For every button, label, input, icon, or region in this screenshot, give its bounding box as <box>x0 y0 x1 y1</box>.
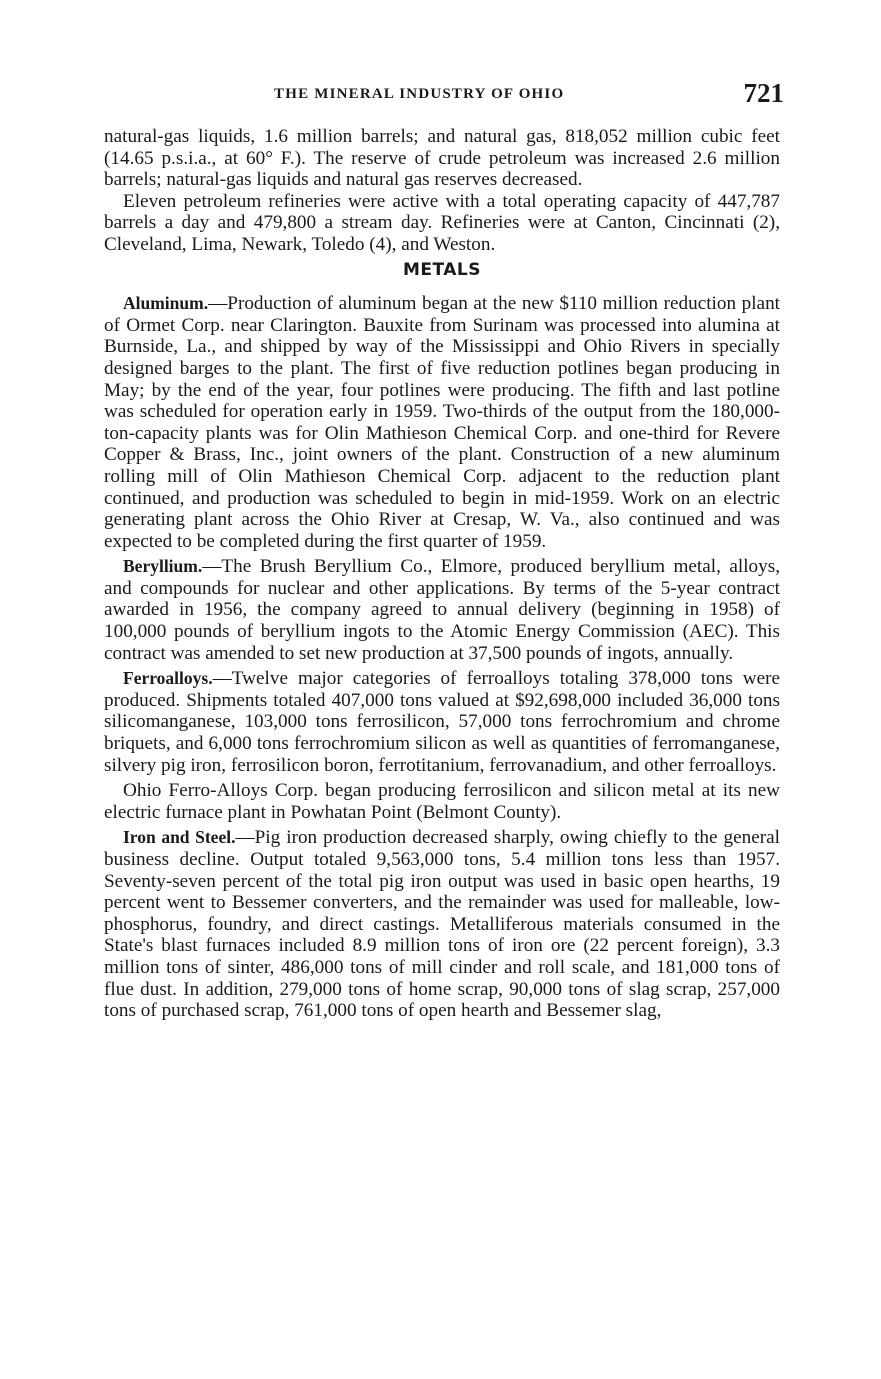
paragraph-aluminum <box>104 293 780 552</box>
paragraph-beryllium-text: —The Brush Beryllium Co., Elmore, produced beryllium metal, alloys, and compounds for nuclear and other applications. By terms of the 5-year contract awarded in 1956, the company agreed to annual delivery (beginning in 1958) of 100,000 pounds of beryllium ingots to the Atomic Energy Commission (AEC). This contract was amended to set new production at 37,500 pounds of ingots, annually. <box>104 556 780 664</box>
run-in-heading-ferroalloys: Ferroalloys. <box>123 668 213 689</box>
run-in-heading-aluminum: Aluminum. <box>123 293 209 314</box>
paragraph-ferroalloys-text: —Twelve major categories of ferroalloys totaling 378,000 tons were produced. Shipments totaled 407,000 tons valued at $92,698,000 included 36,000 tons silicomanganese, 103,000 tons ferrosilicon, 57,000 tons ferrochromium and chrome briquets, and 6,000 tons ferrochromium silicon as well as quantities of ferromanganese, silvery pig iron, ferrosilicon boron, ferrotitanium, ferrovanadium, and other ferroalloys. <box>104 668 780 776</box>
paragraph-refineries: Eleven petroleum refineries were active with a total operating capacity of 447,787 barrels a day and 479,800 a stream day. Refineries were at Canton, Cincinnati (2), Cleveland, Lima, Newark, Toledo (4), and Weston. <box>104 190 780 255</box>
body-text <box>104 126 780 1022</box>
section-heading: METALS <box>402 259 482 280</box>
paragraph-ohio-ferro-alloys: Ohio Ferro-Alloys Corp. began producing ferrosilicon and silicon metal at its new electric furnace plant in Powhatan Point (Belmont County). <box>104 780 780 823</box>
paragraph-beryllium <box>104 556 780 664</box>
paragraph-continued: natural-gas liquids, 1.6 million barrels; and natural gas, 818,052 million cubic feet (14.65 p.s.i.a., at 60° F.). The reserve of crude petroleum was increased 2.6 million barrels; natural-gas liquids and natural gas reserves decreased. <box>104 126 780 191</box>
paragraph-iron-steel <box>104 827 780 1021</box>
paragraph-aluminum-text: —Production of aluminum began at the new $110 million reduction plant of Ormet Corp. near Clarington. Bauxite from Surinam was processed into alumina at Burnside, La., and shipped by way of the Mississippi and Ohio Rivers in specially designed barges to the plant. The first of five reduction potlines began producing in May; by the end of the year, four potlines were producing. The fifth and last potline was scheduled for operation early in 1959. Two-thirds of the output from the 180,000-ton-capacity plants was for Olin Mathieson Chemical Corp. and one-third for Revere Copper & Brass, Inc., joint owners of the plant. Construction of a new aluminum rolling mill of Olin Mathieson Chemical Corp. adjacent to the reduction plant continued, and production was scheduled to begin in mid-1959. Work on an electric generating plant across the Ohio River at Cresap, W. Va., also continued and was expected to be completed during the first quarter of 1959. <box>104 293 780 552</box>
paragraph-iron-steel-text: —Pig iron production decreased sharply, owing chiefly to the general business decline. Output totaled 9,563,000 tons, 5.4 million tons less than 1957. Seventy-seven percent of the total pig iron output was used in basic open hearths, 19 percent went to Bessemer converters, and the remainder was used for malleable, low-phosphorus, foundry, and direct castings. Metalliferous materials consumed in the State's blast furnaces included 8.9 million tons of iron ore (22 percent foreign), 3.3 million tons of sinter, 486,000 tons of mill cinder and roll scale, and 181,000 tons of flue dust. In addition, 279,000 tons of home scrap, 90,000 tons of slag scrap, 257,000 tons of purchased scrap, 761,000 tons of open hearth and Bessemer slag, <box>104 827 780 1022</box>
run-in-heading-iron-steel: Iron and Steel. <box>123 827 236 848</box>
page-header <box>104 78 784 114</box>
paragraph-ferroalloys <box>104 668 780 776</box>
page-number: 721 <box>743 78 784 108</box>
running-title: THE MINERAL INDUSTRY OF OHIO <box>274 86 565 102</box>
run-in-heading-beryllium: Beryllium. <box>123 556 203 577</box>
